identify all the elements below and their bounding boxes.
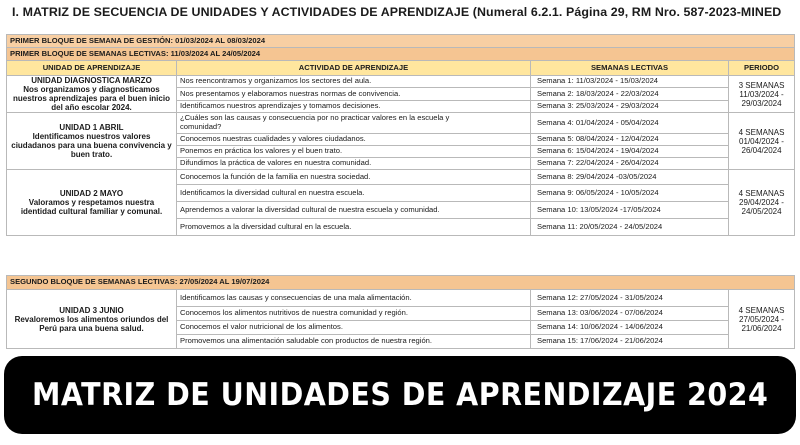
unit-description: Identificamos nuestros valores ciudadanos para una buena convivencia y buen trato. (11, 132, 172, 159)
period-weeks: 4 SEMANAS (738, 127, 785, 137)
lectivas-band-label: PRIMER BLOQUE DE SEMANAS LECTIVAS: 11/03/2024 AL 24/05/2024 (7, 48, 795, 61)
week-cell: Semana 13: 03/06/2024 - 07/06/2024 (531, 307, 729, 321)
matrix-table-block-1 (6, 34, 795, 236)
lectivas-band-2-label: SEGUNDO BLOQUE DE SEMANAS LECTIVAS: 27/05/2024 AL 19/07/2024 (7, 276, 795, 290)
period-start: 11/03/2024 - (739, 89, 784, 99)
activity-line-1: ¿Cuáles son las causas y consecuencia por no practicar valores en la escuela y (180, 113, 450, 123)
activity-cell: Promovemos una alimentación saludable con productos de nuestra región. (177, 335, 531, 349)
gestion-band (7, 35, 795, 48)
week-cell: Semana 5: 08/04/2024 - 12/04/2024 (531, 134, 729, 146)
lectivas-band-2 (7, 276, 795, 290)
table-header-row (7, 61, 795, 76)
week-cell: Semana 9: 06/05/2024 - 10/05/2024 (531, 185, 729, 202)
activity-line-2: comunidad? (180, 122, 222, 131)
activity-cell: Nos reencontramos y organizamos los sectores del aula. (177, 76, 531, 88)
week-cell: Semana 14: 10/06/2024 - 14/06/2024 (531, 321, 729, 335)
unit-cell (7, 76, 177, 113)
activity-cell: Identificamos las causas y consecuencias de una mala alimentación. (177, 290, 531, 307)
period-end: 29/03/2024 (741, 98, 782, 108)
week-cell: Semana 15: 17/06/2024 - 21/06/2024 (531, 335, 729, 349)
activity-cell: Identificamos la diversidad cultural en nuestra escuela. (177, 185, 531, 202)
period-weeks: 4 SEMANAS (738, 305, 785, 315)
week-cell: Semana 1: 11/03/2024 - 15/03/2024 (531, 76, 729, 88)
unit-description: Revaloremos los alimentos oriundos del Perú para una buena salud. (14, 314, 169, 333)
unit-title: UNIDAD DIAGNOSTICA MARZO (31, 76, 152, 85)
week-cell: Semana 6: 15/04/2024 - 19/04/2024 (531, 146, 729, 158)
activity-cell: Promovemos a la diversidad cultural en la escuela. (177, 219, 531, 236)
period-weeks: 3 SEMANAS (738, 80, 785, 90)
period-start: 01/04/2024 - (739, 136, 784, 146)
activity-cell: Difundimos la práctica de valores en nuestra comunidad. (177, 158, 531, 170)
unit-cell (7, 113, 177, 170)
table-row (7, 170, 795, 185)
unit-cell (7, 170, 177, 236)
unit-title: UNIDAD 3 JUNIO (59, 305, 124, 315)
unit-description: Valoramos y respetamos nuestra identidad cultural familiar y comunal. (20, 198, 163, 216)
activity-cell (177, 113, 531, 134)
activity-cell: Identificamos nuestros aprendizajes y tomamos decisiones. (177, 100, 531, 112)
activity-cell: Ponemos en práctica los valores y el buen trato. (177, 146, 531, 158)
activity-cell: Conocemos los alimentos nutritivos de nuestra comunidad y región. (177, 307, 531, 321)
unit-description: Nos organizamos y diagnosticamos nuestros aprendizajes para el buen inicio del año escolar 2024. (13, 85, 170, 112)
lectivas-band (7, 48, 795, 61)
unit-title: UNIDAD 1 ABRIL (59, 123, 124, 132)
week-cell: Semana 10: 13/05/2024 -17/05/2024 (531, 202, 729, 219)
title-banner (4, 356, 796, 434)
week-cell: Semana 3: 25/03/2024 - 29/03/2024 (531, 100, 729, 112)
period-weeks: 4 SEMANAS (738, 189, 785, 198)
gestion-band-label: PRIMER BLOQUE DE SEMANA DE GESTIÓN: 01/03/2024 AL 08/03/2024 (7, 35, 795, 48)
week-cell: Semana 11: 20/05/2024 - 24/05/2024 (531, 219, 729, 236)
activity-cell: Nos presentamos y elaboramos nuestras normas de convivencia. (177, 88, 531, 100)
activity-cell: Conocemos el valor nutricional de los alimentos. (177, 321, 531, 335)
unit-cell (7, 290, 177, 349)
unit-title: UNIDAD 2 MAYO (59, 189, 124, 198)
activity-cell: Aprendemos a valorar la diversidad cultural de nuestra escuela y comunidad. (177, 202, 531, 219)
header-periodo: PERIODO (729, 61, 795, 76)
period-end: 26/04/2024 (741, 145, 782, 155)
table-row (7, 76, 795, 88)
period-cell (729, 76, 795, 113)
period-end: 21/06/2024 (741, 323, 782, 333)
matrix-table-block-2 (6, 275, 795, 349)
header-unidad: UNIDAD DE APRENDIZAJE (7, 61, 177, 76)
period-cell (729, 290, 795, 349)
activity-cell: Conocemos la función de la familia en nuestra sociedad. (177, 170, 531, 185)
period-cell (729, 170, 795, 236)
period-start: 29/04/2024 - (739, 198, 784, 207)
week-cell: Semana 8: 29/04/2024 -03/05/2024 (531, 170, 729, 185)
header-semanas: SEMANAS LECTIVAS (531, 61, 729, 76)
header-actividad: ACTIVIDAD DE APRENDIZAJE (177, 61, 531, 76)
week-cell: Semana 2: 18/03/2024 - 22/03/2024 (531, 88, 729, 100)
table-row (7, 113, 795, 134)
table-row (7, 290, 795, 307)
week-cell: Semana 7: 22/04/2024 - 26/04/2024 (531, 158, 729, 170)
week-cell: Semana 4: 01/04/2024 - 05/04/2024 (531, 113, 729, 134)
period-start: 27/05/2024 - (739, 314, 784, 324)
period-end: 24/05/2024 (741, 207, 782, 216)
week-cell: Semana 12: 27/05/2024 - 31/05/2024 (531, 290, 729, 307)
period-cell (729, 113, 795, 170)
activity-cell: Conocemos nuestras cualidades y valores ciudadanos. (177, 134, 531, 146)
document-title: I. MATRIZ DE SECUENCIA DE UNIDADES Y ACTIVIDADES DE APRENDIZAJE (Numeral 6.2.1. Página 29, RM Nro. 587-2023-MINED (12, 5, 782, 19)
banner-text: MATRIZ DE UNIDADES DE APRENDIZAJE 2024 (31, 377, 769, 413)
